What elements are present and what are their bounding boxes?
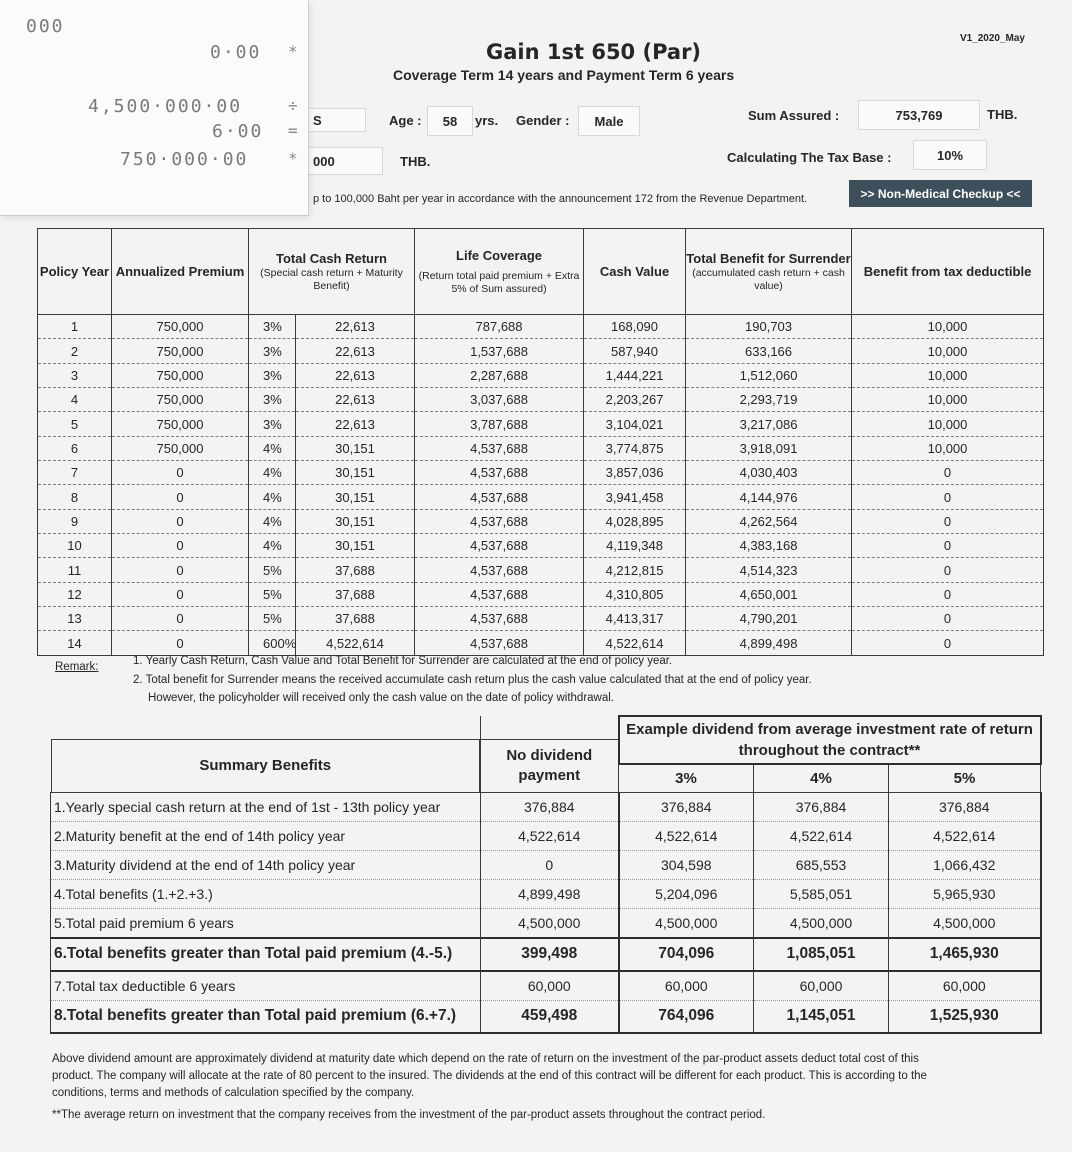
summary-value: 4,899,498 — [481, 879, 619, 908]
surrender-benefit-cell: 4,514,323 — [686, 558, 852, 582]
summary-row — [51, 971, 1041, 1001]
annualized-premium-cell: 750,000 — [112, 339, 249, 363]
cash-value-cell: 3,857,036 — [584, 461, 686, 485]
receipt-line-1: 0·00 — [210, 42, 262, 63]
cash-return-rate-cell: 4% — [249, 534, 296, 558]
summary-value: 1,465,930 — [889, 938, 1041, 971]
page-title: Gain 1st 650 (Par) — [486, 40, 702, 64]
cash-return-rate-cell: 4% — [249, 436, 296, 460]
cash-return-rate-cell: 4% — [249, 509, 296, 533]
remark-line-1: 1. Yearly Cash Return, Cash Value and Total Benefit for Surrender are calculated at the end of policy year. — [133, 655, 673, 667]
receipt-header: 000 — [26, 16, 65, 37]
policy-year-cell: 1 — [38, 315, 112, 339]
summary-item-label: 7.Total tax deductible 6 years — [51, 971, 481, 1001]
cash-value-cell: 4,310,805 — [584, 582, 686, 606]
policy-year-cell: 11 — [38, 558, 112, 582]
summary-value: 685,553 — [754, 850, 889, 879]
receipt-op-4: * — [288, 149, 298, 168]
surrender-benefit-cell: 633,166 — [686, 339, 852, 363]
cash-value-cell: 4,413,317 — [584, 607, 686, 631]
surrender-benefit-cell: 1,512,060 — [686, 363, 852, 387]
tax-benefit-cell: 10,000 — [852, 412, 1044, 436]
cash-value-cell: 3,941,458 — [584, 485, 686, 509]
cash-return-amount-cell: 30,151 — [296, 461, 415, 485]
surrender-benefit-cell: 3,918,091 — [686, 436, 852, 460]
col-header-cash-return — [249, 229, 415, 315]
rate-header-5: 5% — [889, 764, 1041, 792]
annualized-premium-cell: 0 — [112, 607, 249, 631]
cash-return-amount-cell: 22,613 — [296, 412, 415, 436]
col-header-surrender-title: Total Benefit for Surrender — [686, 251, 851, 266]
col-header-life-coverage — [415, 229, 584, 315]
summary-item-label: 8.Total benefits greater than Total paid premium (6.+7.) — [51, 1000, 481, 1033]
summary-row — [51, 938, 1041, 971]
table-row — [38, 436, 1044, 460]
summary-value: 60,000 — [889, 971, 1041, 1001]
annualized-premium-cell: 750,000 — [112, 315, 249, 339]
summary-item-label: 5.Total paid premium 6 years — [51, 908, 481, 938]
tax-benefit-cell: 10,000 — [852, 363, 1044, 387]
tax-benefit-cell: 10,000 — [852, 315, 1044, 339]
non-medical-checkup-button[interactable]: >> Non-Medical Checkup << — [849, 180, 1032, 207]
cash-return-amount-cell: 37,688 — [296, 558, 415, 582]
receipt-op-2: ÷ — [288, 96, 298, 115]
summary-value: 376,884 — [889, 792, 1041, 821]
tax-base-value: 10% — [913, 140, 987, 170]
summary-value: 376,884 — [619, 792, 754, 821]
summary-row — [51, 879, 1041, 908]
footnote-line-4: **The average return on investment that the company receives from the investment of the par-product assets throughout the contract period. — [52, 1109, 766, 1121]
cash-return-amount-cell: 22,613 — [296, 339, 415, 363]
footnote-line-3: conditions, terms and methods of calculation specified by the company. — [52, 1087, 415, 1099]
summary-row — [51, 1000, 1041, 1033]
tax-note: p to 100,000 Baht per year in accordance with the announcement 172 from the Revenue Department. — [313, 193, 808, 205]
policy-year-cell: 8 — [38, 485, 112, 509]
summary-title: Summary Benefits — [51, 739, 481, 792]
life-coverage-cell: 4,537,688 — [415, 534, 584, 558]
cash-value-cell: 587,940 — [584, 339, 686, 363]
cash-return-amount-cell: 22,613 — [296, 388, 415, 412]
life-coverage-cell: 787,688 — [415, 315, 584, 339]
table-row — [38, 607, 1044, 631]
summary-value: 1,525,930 — [889, 1000, 1041, 1033]
cash-return-amount-cell: 30,151 — [296, 509, 415, 533]
tax-benefit-cell: 0 — [852, 582, 1044, 606]
table-row — [38, 509, 1044, 533]
summary-value: 5,204,096 — [619, 879, 754, 908]
example-dividend-header: Example dividend from average investment rate of return throughout the contract** — [619, 716, 1041, 764]
life-coverage-cell: 4,537,688 — [415, 436, 584, 460]
gender-value: Male — [578, 106, 640, 136]
cash-return-rate-cell: 5% — [249, 607, 296, 631]
table-row — [38, 631, 1044, 655]
sum-assured-label: Sum Assured : — [748, 108, 840, 123]
life-coverage-cell: 4,537,688 — [415, 558, 584, 582]
surrender-benefit-cell: 4,899,498 — [686, 631, 852, 655]
footnote-line-1: Above dividend amount are approximately dividend at maturity date which depend on the rate of return on the investment of the par-product assets deduct total cost of this — [52, 1053, 919, 1065]
annualized-premium-cell: 0 — [112, 631, 249, 655]
tax-benefit-cell: 0 — [852, 509, 1044, 533]
no-dividend-header: No dividend payment — [481, 739, 618, 792]
col-header-premium: Annualized Premium — [112, 229, 249, 315]
summary-item-label: 4.Total benefits (1.+2.+3.) — [51, 879, 481, 908]
col-header-life-coverage-sub: (Return total paid premium + Extra 5% of Sum assured) — [418, 270, 580, 295]
cash-return-rate-cell: 3% — [249, 388, 296, 412]
benefit-table — [37, 228, 1044, 656]
age-unit: yrs. — [475, 113, 499, 128]
life-coverage-cell: 4,537,688 — [415, 485, 584, 509]
summary-row — [51, 821, 1041, 850]
tax-benefit-cell: 0 — [852, 631, 1044, 655]
remark-label: Remark: — [55, 661, 99, 673]
life-coverage-cell: 3,037,688 — [415, 388, 584, 412]
receipt-line-3: 6·00 — [212, 121, 264, 142]
cash-return-rate-cell: 3% — [249, 339, 296, 363]
tax-benefit-cell: 10,000 — [852, 339, 1044, 363]
footnote-line-2: product. The company will allocate at the rate of 80 percent to the insured. The dividends at the end of this contract will be different for each product. This is according to the — [52, 1070, 927, 1082]
table-row — [38, 485, 1044, 509]
cash-return-amount-cell: 22,613 — [296, 315, 415, 339]
cash-value-cell: 4,522,614 — [584, 631, 686, 655]
summary-item-label: 1.Yearly special cash return at the end of 1st - 13th policy year — [51, 792, 481, 821]
tax-benefit-cell: 0 — [852, 534, 1044, 558]
page-subtitle: Coverage Term 14 years and Payment Term 6 years — [393, 67, 735, 83]
summary-title-cell — [51, 716, 481, 792]
cash-return-amount-cell: 30,151 — [296, 436, 415, 460]
currency-label: THB. — [400, 154, 431, 169]
summary-item-label: 6.Total benefits greater than Total paid premium (4.-5.) — [51, 938, 481, 971]
col-header-cash-return-title: Total Cash Return — [276, 251, 387, 266]
cash-value-cell: 4,119,348 — [584, 534, 686, 558]
summary-value: 4,522,614 — [619, 821, 754, 850]
cash-value-cell: 3,104,021 — [584, 412, 686, 436]
col-header-cash-value: Cash Value — [584, 229, 686, 315]
age-value: 58 — [427, 106, 473, 136]
calculator-receipt — [0, 0, 309, 216]
cash-return-rate-cell: 3% — [249, 412, 296, 436]
life-coverage-cell: 4,537,688 — [415, 509, 584, 533]
summary-value: 764,096 — [619, 1000, 754, 1033]
policy-year-cell: 5 — [38, 412, 112, 436]
annualized-premium-cell: 0 — [112, 485, 249, 509]
cash-return-rate-cell: 5% — [249, 558, 296, 582]
summary-row — [51, 792, 1041, 821]
table-row — [38, 558, 1044, 582]
surrender-benefit-cell: 4,262,564 — [686, 509, 852, 533]
partial-field-2: 000 — [308, 147, 383, 175]
sum-assured-unit: THB. — [987, 107, 1018, 122]
gender-label: Gender : — [516, 113, 570, 128]
col-header-cash-return-sub: (Special cash return + Maturity Benefit) — [260, 267, 403, 292]
receipt-line-2: 4,500·000·00 — [88, 96, 243, 117]
summary-value: 60,000 — [754, 971, 889, 1001]
receipt-op-1: * — [288, 42, 298, 61]
table-row — [38, 582, 1044, 606]
col-header-tax: Benefit from tax deductible — [852, 229, 1044, 315]
policy-year-cell: 7 — [38, 461, 112, 485]
summary-row — [51, 908, 1041, 938]
surrender-benefit-cell: 2,293,719 — [686, 388, 852, 412]
summary-item-label: 3.Maturity dividend at the end of 14th policy year — [51, 850, 481, 879]
annualized-premium-cell: 750,000 — [112, 363, 249, 387]
tax-benefit-cell: 10,000 — [852, 436, 1044, 460]
surrender-benefit-cell: 3,217,086 — [686, 412, 852, 436]
policy-year-cell: 4 — [38, 388, 112, 412]
summary-table — [50, 715, 1042, 1034]
summary-value: 5,965,930 — [889, 879, 1041, 908]
summary-value: 704,096 — [619, 938, 754, 971]
table-row — [38, 534, 1044, 558]
annualized-premium-cell: 0 — [112, 558, 249, 582]
cash-return-amount-cell: 30,151 — [296, 534, 415, 558]
cash-value-cell: 2,203,267 — [584, 388, 686, 412]
life-coverage-cell: 4,537,688 — [415, 631, 584, 655]
cash-return-rate-cell: 600% — [249, 631, 296, 655]
policy-year-cell: 10 — [38, 534, 112, 558]
life-coverage-cell: 2,287,688 — [415, 363, 584, 387]
table-row — [38, 412, 1044, 436]
surrender-benefit-cell: 4,790,201 — [686, 607, 852, 631]
cash-return-rate-cell: 4% — [249, 485, 296, 509]
tax-benefit-cell: 0 — [852, 461, 1044, 485]
policy-year-cell: 13 — [38, 607, 112, 631]
cash-return-amount-cell: 22,613 — [296, 363, 415, 387]
rate-header-4: 4% — [754, 764, 889, 792]
rate-header-3: 3% — [619, 764, 754, 792]
table-row — [38, 363, 1044, 387]
surrender-benefit-cell: 4,144,976 — [686, 485, 852, 509]
cash-return-amount-cell: 30,151 — [296, 485, 415, 509]
no-dividend-cell — [481, 716, 619, 792]
summary-value: 4,500,000 — [481, 908, 619, 938]
col-header-surrender-sub: (accumulated cash return + cash value) — [692, 267, 845, 292]
summary-value: 0 — [481, 850, 619, 879]
life-coverage-cell: 1,537,688 — [415, 339, 584, 363]
tax-benefit-cell: 0 — [852, 607, 1044, 631]
life-coverage-cell: 4,537,688 — [415, 607, 584, 631]
cash-value-cell: 4,212,815 — [584, 558, 686, 582]
receipt-op-3: = — [288, 121, 298, 140]
policy-year-cell: 6 — [38, 436, 112, 460]
summary-value: 376,884 — [754, 792, 889, 821]
cash-return-amount-cell: 4,522,614 — [296, 631, 415, 655]
annualized-premium-cell: 0 — [112, 461, 249, 485]
policy-year-cell: 3 — [38, 363, 112, 387]
table-row — [38, 461, 1044, 485]
surrender-benefit-cell: 4,383,168 — [686, 534, 852, 558]
surrender-benefit-cell: 4,650,001 — [686, 582, 852, 606]
summary-value: 4,500,000 — [619, 908, 754, 938]
cash-return-rate-cell: 5% — [249, 582, 296, 606]
col-header-year: Policy Year — [38, 229, 112, 315]
summary-value: 5,585,051 — [754, 879, 889, 908]
col-header-surrender — [686, 229, 852, 315]
cash-return-rate-cell: 3% — [249, 363, 296, 387]
life-coverage-cell: 4,537,688 — [415, 461, 584, 485]
table-row — [38, 315, 1044, 339]
summary-value: 1,066,432 — [889, 850, 1041, 879]
summary-value: 4,500,000 — [754, 908, 889, 938]
age-label: Age : — [389, 113, 422, 128]
cash-value-cell: 4,028,895 — [584, 509, 686, 533]
summary-item-label: 2.Maturity benefit at the end of 14th policy year — [51, 821, 481, 850]
policy-year-cell: 2 — [38, 339, 112, 363]
table-row — [38, 339, 1044, 363]
summary-value: 60,000 — [619, 971, 754, 1001]
summary-value: 60,000 — [481, 971, 619, 1001]
cash-return-rate-cell: 3% — [249, 315, 296, 339]
cash-return-amount-cell: 37,688 — [296, 582, 415, 606]
tax-benefit-cell: 10,000 — [852, 388, 1044, 412]
summary-row — [51, 850, 1041, 879]
policy-year-cell: 14 — [38, 631, 112, 655]
summary-value: 4,522,614 — [889, 821, 1041, 850]
cash-return-amount-cell: 37,688 — [296, 607, 415, 631]
summary-value: 399,498 — [481, 938, 619, 971]
col-header-life-coverage-title: Life Coverage — [456, 248, 542, 263]
summary-value: 1,145,051 — [754, 1000, 889, 1033]
summary-value: 4,522,614 — [754, 821, 889, 850]
annualized-premium-cell: 0 — [112, 582, 249, 606]
summary-value: 376,884 — [481, 792, 619, 821]
cash-return-rate-cell: 4% — [249, 461, 296, 485]
sum-assured-value: 753,769 — [858, 100, 980, 130]
surrender-benefit-cell: 190,703 — [686, 315, 852, 339]
cash-value-cell: 3,774,875 — [584, 436, 686, 460]
summary-value: 4,500,000 — [889, 908, 1041, 938]
receipt-line-4: 750·000·00 — [120, 149, 249, 170]
tax-benefit-cell: 0 — [852, 485, 1044, 509]
annualized-premium-cell: 750,000 — [112, 412, 249, 436]
annualized-premium-cell: 750,000 — [112, 388, 249, 412]
version-label: V1_2020_May — [959, 33, 1025, 44]
summary-value: 459,498 — [481, 1000, 619, 1033]
remark-line-2: 2. Total benefit for Surrender means the received accumulate cash return plus the cash value calculated that at the end of policy year. — [133, 674, 812, 686]
cash-value-cell: 1,444,221 — [584, 363, 686, 387]
table-row — [38, 388, 1044, 412]
annualized-premium-cell: 0 — [112, 534, 249, 558]
tax-benefit-cell: 0 — [852, 558, 1044, 582]
policy-year-cell: 9 — [38, 509, 112, 533]
remark-line-3: However, the policyholder will received only the cash value on the date of policy withdrawal. — [148, 692, 615, 704]
annualized-premium-cell: 750,000 — [112, 436, 249, 460]
tax-base-label: Calculating The Tax Base : — [727, 150, 892, 165]
policy-year-cell: 12 — [38, 582, 112, 606]
annualized-premium-cell: 0 — [112, 509, 249, 533]
life-coverage-cell: 4,537,688 — [415, 582, 584, 606]
surrender-benefit-cell: 4,030,403 — [686, 461, 852, 485]
summary-value: 4,522,614 — [481, 821, 619, 850]
summary-value: 304,598 — [619, 850, 754, 879]
partial-field-1: S — [308, 108, 366, 132]
summary-value: 1,085,051 — [754, 938, 889, 971]
life-coverage-cell: 3,787,688 — [415, 412, 584, 436]
cash-value-cell: 168,090 — [584, 315, 686, 339]
